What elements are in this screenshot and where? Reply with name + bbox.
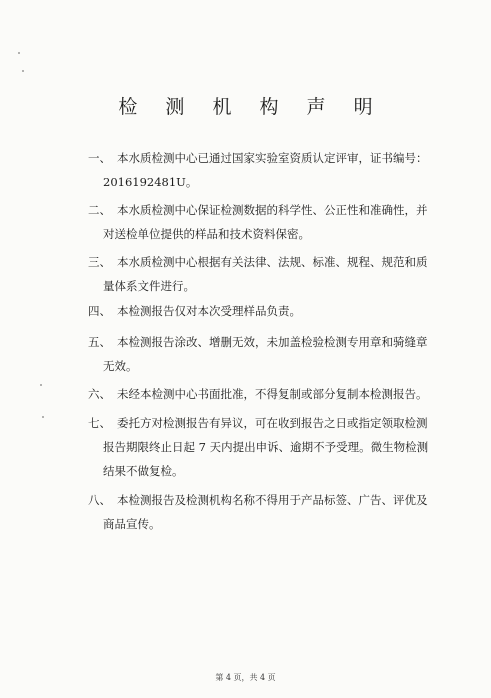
clause-text-line: 商品宣传。 [103,517,161,531]
clause-number: 六、 [88,387,111,401]
clause-number: 三、 [88,255,111,269]
clause-text-line: 2016192481U。 [103,175,198,189]
clause-text-line: 本水质检测中心已通过国家实验室资质认定评审，证书编号： [117,151,428,165]
clause-text-line: 报告期限终止日起 7 天内提出申诉、逾期不予受理。微生物检测 [103,440,429,454]
clause-number: 八、 [88,493,111,507]
clause-6 [88,382,460,406]
clause-5 [88,330,460,378]
scan-speck [18,52,20,54]
clause-text-line: 未经本检测中心书面批准，不得复制或部分复制本检测报告。 [117,387,428,401]
scan-speck [22,70,24,72]
clause-number: 二、 [88,203,111,217]
clause-text-line: 委托方对检测报告有异议，可在收到报告之日或指定领取检测 [117,416,428,430]
clause-text-line: 无效。 [103,359,138,373]
clause-number: 一、 [88,151,111,165]
clause-text-line: 本检测报告及检测机构名称不得用于产品标签、广告、评优及 [117,493,428,507]
clause-text-line: 量体系文件进行。 [103,279,195,293]
clause-text-line: 本水质检测中心保证检测数据的科学性、公正性和准确性，并 [117,203,428,217]
clause-text-line: 结果不做复检。 [103,464,184,478]
clause-2 [88,198,460,246]
clause-text-line: 本水质检测中心根据有关法律、法规、标准、规程、规范和质 [117,255,428,269]
clause-text-line: 对送检单位提供的样品和技术资料保密。 [103,227,310,241]
clause-7 [88,411,460,483]
clause-text-line: 本检测报告涂改、增删无效，未加盖检验检测专用章和骑缝章 [117,335,428,349]
clause-8 [88,488,460,536]
clause-1 [88,146,460,194]
clause-3 [88,250,460,298]
scan-speck [40,384,42,386]
scan-speck [42,416,44,418]
page-number: 第 4 页，共 4 页 [215,673,276,682]
clause-number: 七、 [88,416,111,430]
clause-4 [88,299,460,323]
clause-number: 五、 [88,335,111,349]
clause-text-line: 本检测报告仅对本次受理样品负责。 [117,304,301,318]
clause-number: 四、 [88,304,111,318]
page-title: 检 测 机 构 声 明 [118,96,384,118]
